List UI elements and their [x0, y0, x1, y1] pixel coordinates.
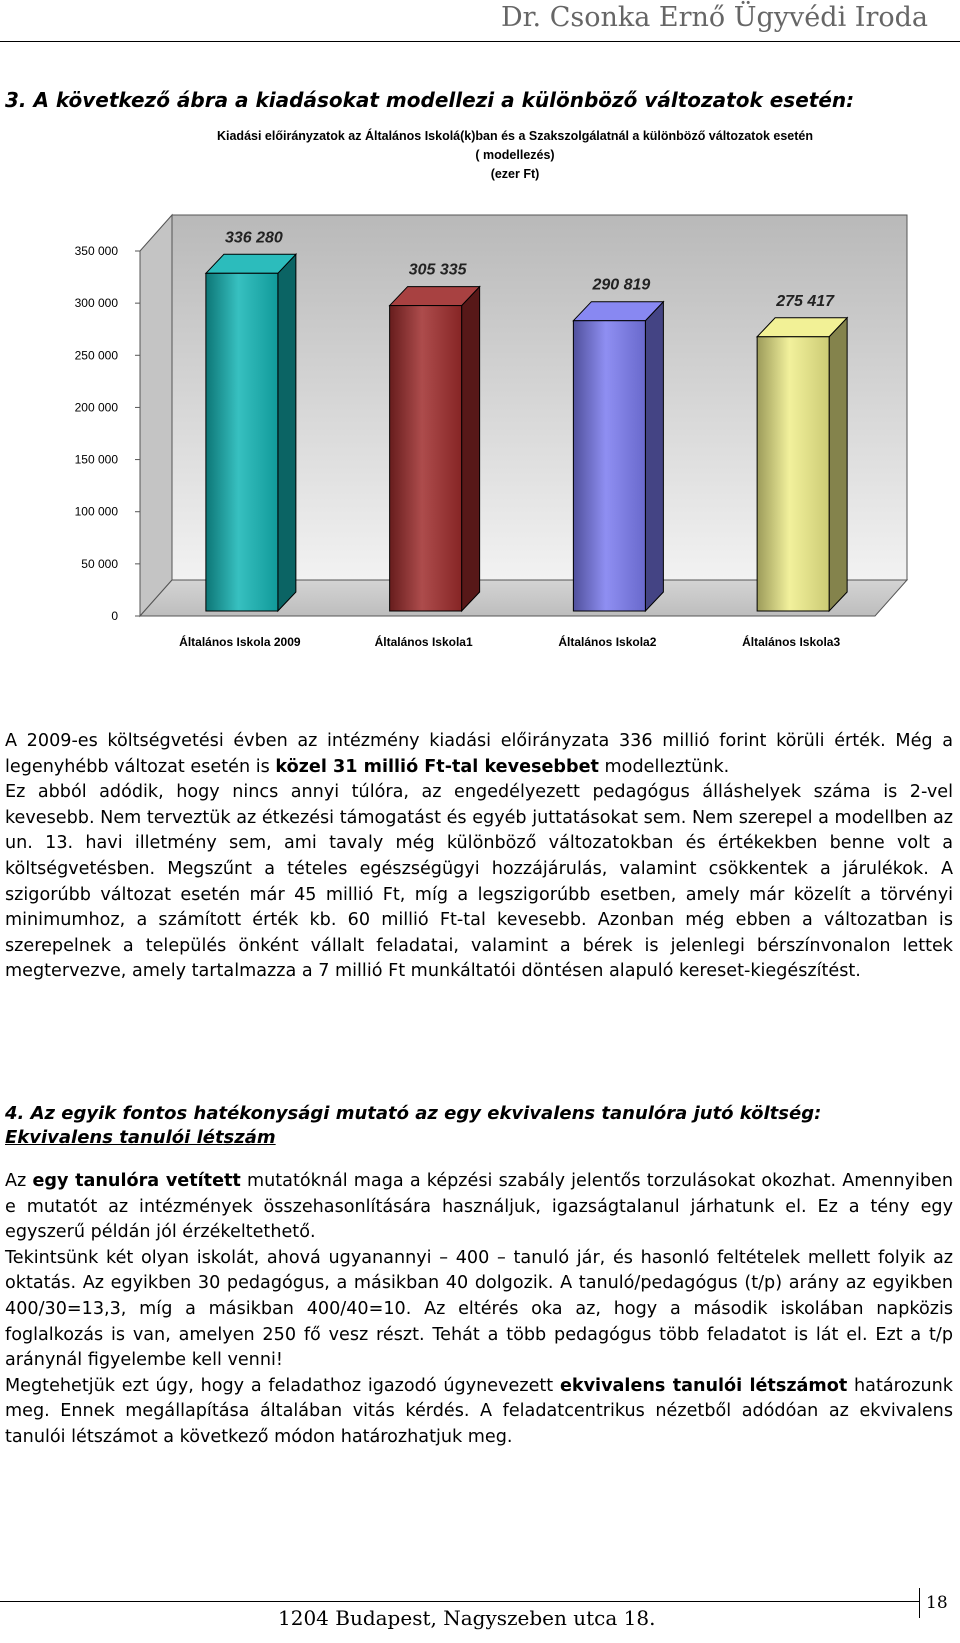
header-rule	[0, 41, 960, 42]
paragraph-eq-part1	[5, 1169, 953, 1246]
y-tick-label: 300 000	[74, 296, 118, 311]
bar-front	[573, 321, 645, 611]
paragraph-eq-part3	[5, 1374, 953, 1451]
section-4-heading-line2: Ekvivalens tanulói létszám	[5, 1127, 276, 1148]
text-run: mutatóknál maga a képzési szabály jelentős torzulásokat okozhat. Amennyiben e mutatót az intézmények összehasonlítására használjuk, igazságtalanul járhatunk el. Ez a tény egy egyszerű példán jól érzékeltethető.	[5, 1171, 953, 1243]
category-label: Általános Iskola3	[742, 635, 841, 649]
bar-2	[390, 262, 480, 611]
chart-x-axis	[179, 634, 840, 649]
section-3-heading: 3. A következő ábra a kiadásokat modellezi a különböző változatok esetén:	[5, 88, 855, 112]
footer-rule	[0, 1601, 920, 1602]
page-number: 18	[919, 1588, 960, 1618]
y-tick-label: 0	[111, 609, 118, 623]
category-label: Általános Iskola 2009	[179, 635, 301, 649]
expenditure-bar-chart	[0, 125, 960, 665]
y-tick-label: 200 000	[74, 400, 118, 415]
bold-run: egy tanulóra vetített	[32, 1171, 241, 1191]
section-4-heading	[5, 1102, 953, 1150]
y-tick-label: 50 000	[81, 556, 118, 571]
paragraph-budget	[5, 729, 953, 985]
bar-side	[462, 287, 480, 611]
paragraph-budget-line1	[5, 729, 953, 780]
bold-run: ekvivalens tanulói létszámot	[559, 1375, 848, 1396]
chart-unit: (ezer Ft)	[490, 167, 540, 181]
category-label: Általános Iskola1	[374, 635, 473, 649]
bar-front	[390, 306, 462, 611]
y-tick-label: 350 000	[74, 244, 118, 258]
text-run: Megtehetjük ezt úgy, hogy a feladathoz igazodó úgynevezett	[5, 1375, 560, 1396]
bar-side	[829, 318, 847, 611]
text-run: Az	[5, 1171, 33, 1191]
bar-value-label: 336 280	[224, 229, 283, 247]
chart-subtitle: ( modellezés)	[475, 148, 555, 162]
bar-value-label: 305 335	[408, 261, 467, 279]
bar-3	[573, 277, 663, 611]
section-4-heading-line1: 4. Az egyik fontos hatékonysági mutató az egy ekvivalens tanulóra jutó költség:	[5, 1103, 822, 1124]
bar-value-label: 290 819	[592, 276, 651, 294]
chart-title: Kiadási előirányzatok az Általános Iskolá(k)ban és a Szakszolgálatnál a különböző változatok esetén	[216, 129, 814, 143]
bar-front	[757, 337, 829, 611]
bar-front	[206, 273, 278, 611]
paragraph-budget-line2: Ez abból adódik, hogy nincs annyi túlóra, az engedélyezett pedagógus álláshelyek száma is 2-vel kevesebb. Nem terveztük az étkezési támogatást és egyéb juttatásokat sem. Nem szerepel a modellben az un. 13. havi illetmény sem, ami tavaly még különböző változatokban és értékekben benne volt a költségvetésben. Megszűnt a tételes egészségügyi hozzájárulás, valamint csökkentek a járulékok. A szigorúbb változat esetén már 45 millió Ft, míg a legszigorúbb esetben, amely már közelít a törvényi minimumhoz, a számított érték kb. 60 millió Ft-tal kevesebb. Azonban még ebben a változatban is szerepelnek a település önként vállalt feladatai, valamint a bérek is jelenlegi bérszínvonalon lettek megtervezve, amely tartalmazza a 7 millió Ft munkáltatói döntésen alapuló kereset-kiegészítést.	[5, 782, 953, 982]
bold-run: közel 31 millió Ft-tal kevesebbet	[275, 756, 599, 777]
y-tick-label: 100 000	[74, 504, 118, 519]
category-label: Általános Iskola2	[558, 635, 657, 649]
footer-address: 1204 Budapest, Nagyszeben utca 18.	[278, 1606, 656, 1630]
text-run: A 2009-es költségvetési évben az intézmény kiadási előirányzata 336 millió forint körüli érték. Még a legenyhébb változat esetén is	[5, 731, 953, 777]
bar-side	[278, 254, 296, 611]
bar-4	[757, 293, 847, 611]
y-tick-label: 150 000	[74, 452, 118, 467]
text-run: modelleztünk.	[598, 756, 730, 777]
bar-side	[645, 302, 663, 611]
chart-y-axis	[75, 244, 140, 623]
paragraph-equivalent-students	[5, 1169, 953, 1451]
y-tick-label: 250 000	[74, 348, 118, 363]
bar-value-label: 275 417	[776, 292, 835, 310]
header-title: Dr. Csonka Ernő Ügyvédi Iroda	[500, 2, 928, 33]
bar-1	[206, 229, 296, 611]
text-run: határozunk meg. Ennek megállapítása általában vitás kérdés. A feladatcentrikus nézetből adódóan az ekvivalens tanulói létszámot a következő módon határozhatjuk meg.	[5, 1375, 953, 1447]
side-wall	[140, 215, 172, 616]
paragraph-eq-part2: Tekintsünk két olyan iskolát, ahová ugyanannyi – 400 – tanuló jár, és hasonló feltételek mellett folyik az oktatás. Az egyikben 30 pedagógus, a másikban 40 dolgozik. A tanuló/pedagógus (t/p) arány az egyikben 400/30=13,3, míg a másikban 400/40=10. Az eltérés oka az, hogy a második iskolában napközis foglalkozás is van, amelyen 250 fő vesz részt. Tehát a több pedagógus több feladatot is lát el. Ezt a t/p aránynál figyelembe kell venni!	[5, 1247, 953, 1371]
page-header	[0, 0, 960, 44]
